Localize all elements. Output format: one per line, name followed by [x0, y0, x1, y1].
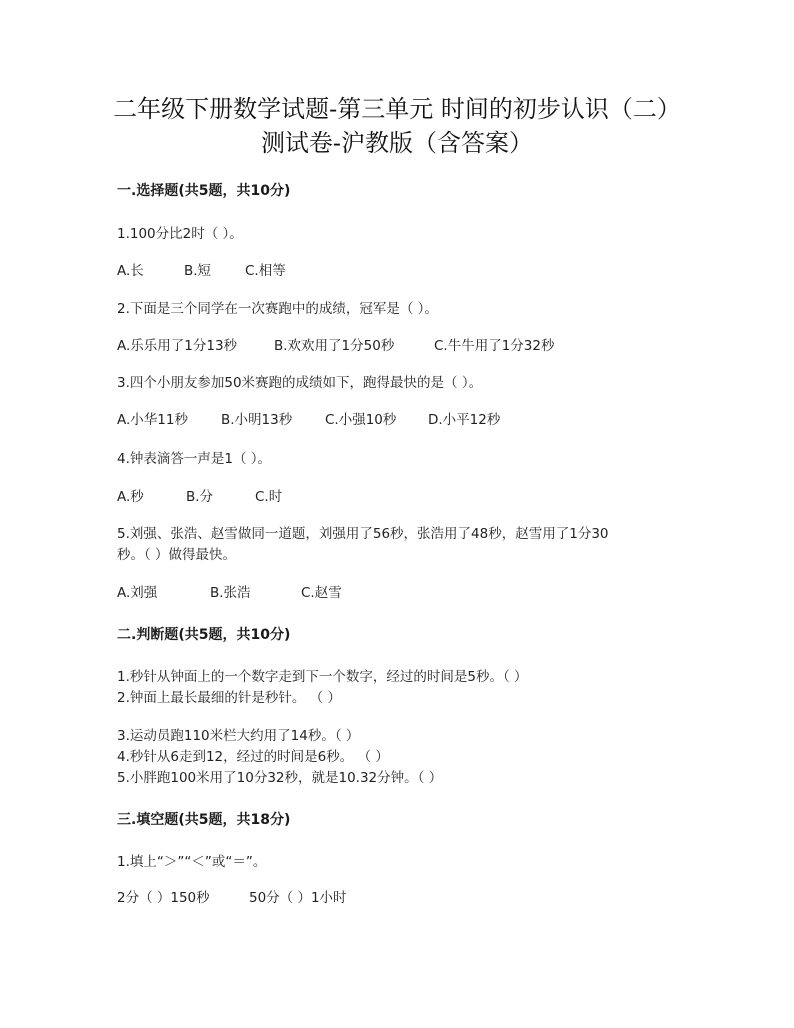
- question-judge-5: 5.小胖跑100米用了10分32秒，就是10.32分钟。（ ）: [117, 770, 443, 786]
- page-title-line2: 测试卷-沪教版（含答案）: [260, 129, 534, 157]
- question-choice-4: 4.钟表滴答一声是1（ ）。: [117, 451, 272, 467]
- question-judge-2: 2.钟面上最长最细的针是秒针。 （ ）: [117, 690, 341, 706]
- option-c: C.牛牛用了1分32秒: [434, 338, 555, 354]
- option-b: B.小明13秒: [221, 412, 293, 428]
- option-a: A.乐乐用了1分13秒: [117, 338, 238, 354]
- option-c: C.相等: [245, 263, 286, 279]
- option-b: B.分: [186, 489, 214, 505]
- section-heading-judge: 二.判断题(共5题，共10分): [117, 627, 291, 643]
- section-heading-fill: 三.填空题(共5题，共18分): [117, 812, 291, 828]
- option-c: C.赵雪: [301, 585, 342, 601]
- question-choice-5-line1: 5.刘强、张浩、赵雪做同一道题，刘强用了56秒，张浩用了48秒，赵雪用了1分30: [117, 526, 609, 542]
- question-choice-1: 1.100分比2时（ ）。: [117, 226, 243, 242]
- option-a: A.刘强: [117, 585, 158, 601]
- option-d: D.小平12秒: [428, 412, 501, 428]
- option-b: B.短: [184, 263, 212, 279]
- question-choice-2: 2.下面是三个同学在一次赛跑中的成绩，冠军是（ ）。: [117, 301, 438, 317]
- option-c: C.小强10秒: [325, 412, 397, 428]
- option-a: A.长: [117, 263, 144, 279]
- fill-item: 2分（ ）150秒: [117, 890, 210, 906]
- option-c: C.时: [255, 489, 283, 505]
- question-judge-4: 4.秒针从6走到12，经过的时间是6秒。 （ ）: [117, 749, 389, 765]
- option-b: B.欢欢用了1分50秒: [274, 338, 395, 354]
- question-judge-3: 3.运动员跑110米栏大约用了14秒。（ ）: [117, 728, 360, 744]
- question-fill-1: 1.填上“＞”“＜”或“＝”。: [117, 854, 267, 870]
- fill-item: 50分（ ）1小时: [249, 890, 347, 906]
- option-b: B.张浩: [210, 585, 251, 601]
- section-heading-choice: 一.选择题(共5题，共10分): [117, 183, 291, 199]
- option-a: A.秒: [117, 489, 144, 505]
- question-judge-1: 1.秒针从钟面上的一个数字走到下一个数字，经过的时间是5秒。（ ）: [117, 669, 528, 685]
- question-choice-3: 3.四个小朋友参加50米赛跑的成绩如下，跑得最快的是（ ）。: [117, 375, 483, 391]
- question-choice-5-line2: 秒。（ ）做得最快。: [117, 547, 237, 563]
- page-title-line1: 二年级下册数学试题-第三单元 时间的初步认识（二）: [113, 95, 681, 123]
- option-a: A.小华11秒: [117, 412, 188, 428]
